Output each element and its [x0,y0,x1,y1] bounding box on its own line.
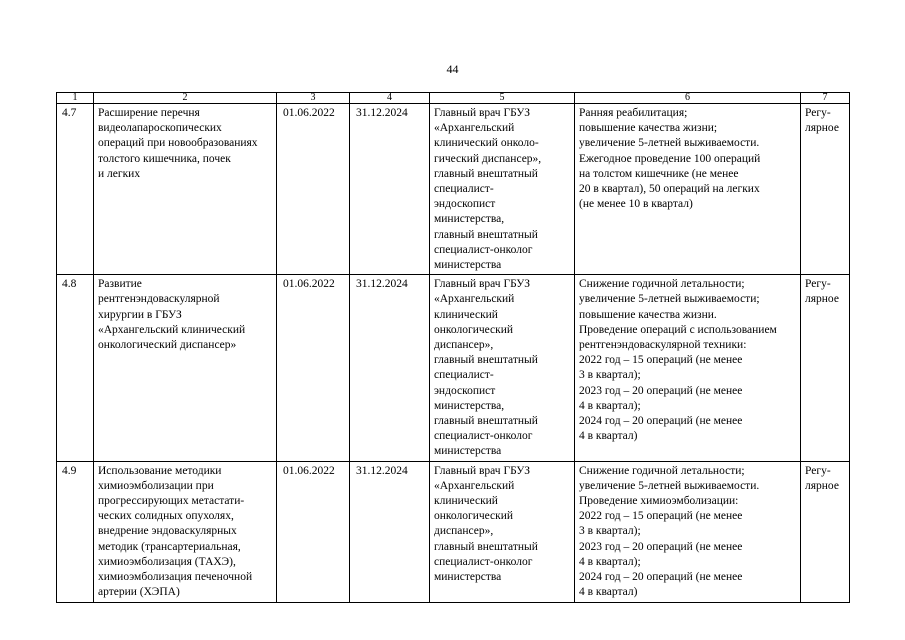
measure-name: Развитие рентгенэндоваскулярной хирургии в ГБУЗ «Архангельский клинический онкологический диспансер» [94,275,277,461]
responsible: Главный врач ГБУЗ «Архангельский клинический онколо- гический диспансер», главный внештатный специалист- эндоскопист министерства, главный внештатный специалист-онколог министерства [430,104,575,275]
end-date: 31.12.2024 [350,275,430,461]
table-row [57,461,850,602]
column-number-row [57,93,850,104]
item-number: 4.9 [57,461,94,602]
responsible: Главный врач ГБУЗ «Архангельский клинический онкологический диспансер», главный внештатный специалист-онколог министерства [430,461,575,602]
expected-result: Ранняя реабилитация; повышение качества жизни; увеличение 5-летней выживаемости. Ежегодное проведение 100 операций на толстом кишечнике (не менее 20 в квартал), 50 операций на легких (не менее 10 в квартал) [575,104,801,275]
item-number: 4.7 [57,104,94,275]
periodicity: Регу- лярное [801,461,850,602]
expected-result: Снижение годичной летальности; увеличение 5-летней выживаемости; повышение качества жизни. Проведение операций с использованием рентгенэндоваскулярной техники: 2022 год – 15 операций (не менее 3 в квартал); 2023 год – 20 операций (не менее 4 в квартал); 2024 год – 20 операций (не менее 4 в квартал) [575,275,801,461]
measure-name: Использование методики химиоэмболизации при прогрессирующих метастати- ческих солидных опухолях, внедрение эндоваскулярных методик (трансартериальная, химиоэмболизация (ТАХЭ), химиоэмболизация печеночной артерии (ХЭПА) [94,461,277,602]
page-number: 44 [446,62,459,76]
end-date: 31.12.2024 [350,461,430,602]
column-number: 4 [350,93,430,104]
expected-result: Снижение годичной летальности; увеличение 5-летней выживаемости. Проведение химиоэмболизации: 2022 год – 15 операций (не менее 3 в квартал); 2023 год – 20 операций (не менее 4 в квартал); 2024 год – 20 операций (не менее 4 в квартал) [575,461,801,602]
item-number: 4.8 [57,275,94,461]
start-date: 01.06.2022 [277,104,350,275]
measures-table [56,92,850,603]
responsible: Главный врач ГБУЗ «Архангельский клинический онкологический диспансер», главный внештатный специалист- эндоскопист министерства, главный внештатный специалист-онколог министерства [430,275,575,461]
column-number: 5 [430,93,575,104]
column-number: 2 [94,93,277,104]
start-date: 01.06.2022 [277,461,350,602]
start-date: 01.06.2022 [277,275,350,461]
measure-name: Расширение перечня видеолапароскопических операций при новообразованиях толстого кишечника, почек и легких [94,104,277,275]
column-number: 1 [57,93,94,104]
column-number: 6 [575,93,801,104]
table-row [57,275,850,461]
end-date: 31.12.2024 [350,104,430,275]
table-row [57,104,850,275]
periodicity: Регу- лярное [801,275,850,461]
periodicity: Регу- лярное [801,104,850,275]
column-number: 7 [801,93,850,104]
column-number: 3 [277,93,350,104]
